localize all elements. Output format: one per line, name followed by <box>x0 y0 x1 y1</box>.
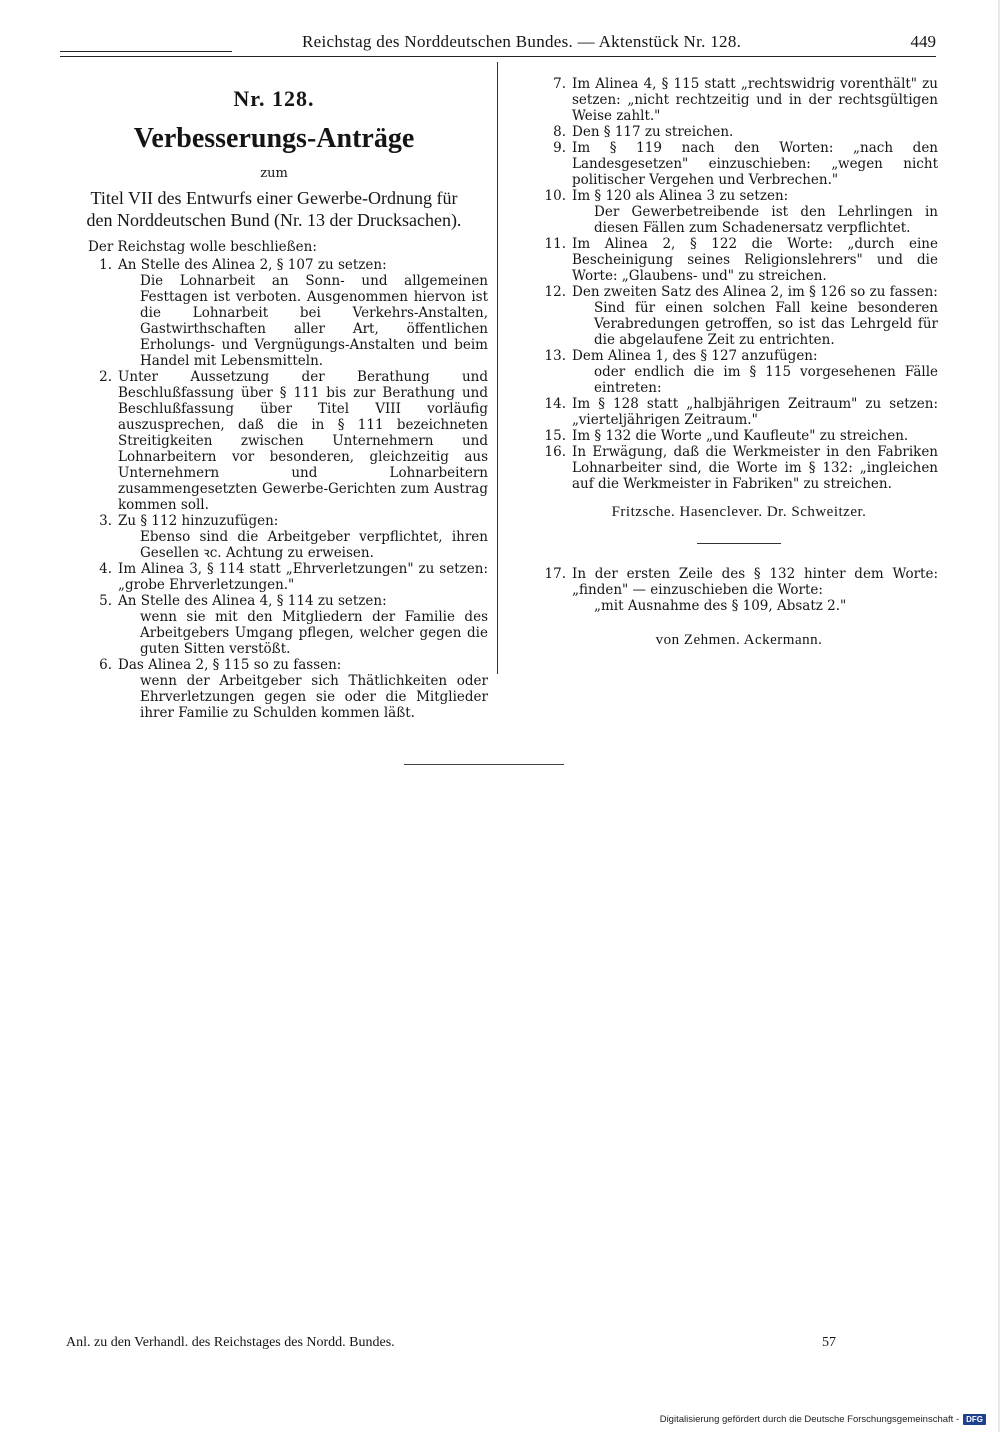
amendment-list-right-2 <box>540 566 938 614</box>
running-header <box>60 32 936 56</box>
amendment-list-right <box>540 76 938 492</box>
item-text: In Erwägung, daß die Werkmeister in den Fabriken Lohnarbeiter sind, die Worte im § 132: „ingleichen auf die Werkmeister in Fabriken" zu streichen. <box>572 444 938 492</box>
item-text: Im § 120 als Alinea 3 zu setzen: <box>572 188 789 204</box>
amendment-item <box>540 124 938 140</box>
item-number: 6. <box>99 657 112 673</box>
amendment-list-left <box>60 257 488 721</box>
subtitle-line-1: Titel VII des Entwurfs einer Gewerbe-Ordnung für <box>90 188 458 208</box>
dfg-logo-icon: DFG <box>963 1414 986 1425</box>
amendment-item <box>540 444 938 492</box>
item-quote: Ebenso sind die Arbeitgeber verpflichtet, ihren Gesellen ꝛc. Achtung zu erweisen. <box>140 529 488 561</box>
item-text: Dem Alinea 1, des § 127 anzufügen: <box>572 348 818 364</box>
document-subtitle <box>60 187 488 231</box>
item-quote: Sind für einen solchen Fall keine besonderen Verabredungen getroffen, so ist das Lehrgeld für die abgelaufene Zeit zu entrichten. <box>594 300 938 348</box>
item-number: 13. <box>544 348 566 364</box>
item-text: An Stelle des Alinea 4, § 114 zu setzen: <box>118 593 387 609</box>
footer-source-note: Anl. zu den Verhandl. des Reichstages des Nordd. Bundes. <box>66 1335 395 1350</box>
document-number: Nr. 128. <box>233 86 315 111</box>
subtitle-line-2: den Norddeutschen Bund (Nr. 13 der Drucksachen). <box>86 210 462 230</box>
item-number: 4. <box>99 561 112 577</box>
item-number: 5. <box>99 593 112 609</box>
item-number: 11. <box>544 236 566 252</box>
amendment-item <box>60 593 488 657</box>
item-quote: oder endlich die im § 115 vorgesehenen Fälle eintreten: <box>594 364 938 396</box>
amendment-item <box>540 236 938 284</box>
item-number: 1. <box>99 257 112 273</box>
section-divider <box>697 543 781 544</box>
right-column <box>540 76 938 649</box>
item-text: An Stelle des Alinea 2, § 107 zu setzen: <box>118 257 387 273</box>
running-header-title: Reichstag des Norddeutschen Bundes. — Aktenstück Nr. 128. <box>302 32 742 51</box>
amendment-item <box>540 140 938 188</box>
item-number: 12. <box>544 284 566 300</box>
item-quote: Der Gewerbetreibende ist den Lehrlingen in diesen Fällen zum Schadenersatz verpflichtet. <box>594 204 938 236</box>
item-text: Den § 117 zu streichen. <box>572 124 734 140</box>
item-text: In der ersten Zeile des § 132 hinter dem Worte: „finden" — einzuschieben die Worte: <box>572 566 938 598</box>
amendment-item <box>540 348 938 396</box>
item-text: Im § 128 statt „halbjährigen Zeitraum" zu setzen: „vierteljährigen Zeitraum." <box>572 396 938 428</box>
item-number: 10. <box>544 188 566 204</box>
amendment-item <box>540 428 938 444</box>
item-text: Unter Aussetzung der Berathung und Beschlußfassung über § 111 bis zur Berathung und Beschlußfassung über Titel VIII vorläufig auszusprechen, daß die in § 111 bezeichneten Streitigkeiten zwischen Unternehmern und Lohnarbeitern vor besonderen, gleichzeitig aus Unternehmern und Lohnarbeitern zusammengesetzten Gewerbe-Gerichten zum Austrag kommen soll. <box>118 369 488 513</box>
amendment-item <box>60 657 488 721</box>
item-quote: „mit Ausnahme des § 109, Absatz 2." <box>594 598 847 614</box>
amendment-item <box>540 566 938 614</box>
item-number: 2. <box>99 369 112 385</box>
heading-connector: zum <box>260 166 288 181</box>
item-number: 17. <box>544 566 566 582</box>
footer-sheet-number: 57 <box>822 1335 836 1350</box>
amendment-item <box>60 369 488 513</box>
item-number: 15. <box>544 428 566 444</box>
item-number: 16. <box>544 444 566 460</box>
resolution-intro: Der Reichstag wolle beschließen: <box>88 239 317 255</box>
item-text: Im Alinea 4, § 115 statt „rechtswidrig vorenthält" zu setzen: „nicht rechtzeitig und in der rechtsgültigen Weise zahlt." <box>572 76 938 124</box>
amendment-item <box>540 396 938 428</box>
header-underline <box>60 56 936 57</box>
item-text: Im Alinea 2, § 122 die Worte: „durch eine Bescheinigung seines Religionslehrers" und die Worte: „Glaubens- und" zu streichen. <box>572 236 938 284</box>
item-quote: wenn sie mit den Mitgliedern der Familie des Arbeitgebers Umgang pflegen, welcher gegen die guten Sitten verstößt. <box>140 609 488 657</box>
item-quote: Die Lohnarbeit an Sonn- und allgemeinen Festtagen ist verboten. Ausgenommen hiervon ist die Lohnarbeit bei Verkehrs-Anstalten, Gastwirthschaften aller Art, öffentlichen Erholungs- und Vergnügungs-Anstalten und beim Handel mit Lebensmitteln. <box>140 273 488 369</box>
item-text: Zu § 112 hinzuzufügen: <box>118 513 279 529</box>
item-text: Im Alinea 3, § 114 statt „Ehrverletzungen" zu setzen: „grobe Ehrverletzungen." <box>118 561 488 593</box>
page-number: 449 <box>910 32 936 51</box>
item-text: Das Alinea 2, § 115 so zu fassen: <box>118 657 342 673</box>
digitization-text: Digitalisierung gefördert durch die Deutsche Forschungsgemeinschaft - <box>659 1414 960 1425</box>
item-quote: wenn der Arbeitgeber sich Thätlichkeiten oder Ehrverletzungen gegen sie oder die Mitglieder ihrer Familie zu Schulden kommen läßt. <box>140 673 488 721</box>
item-text: Im § 119 nach den Worten: „nach den Landesgesetzen" einzuschieben: „wegen nicht politischer Vergehen und Verbrechen." <box>572 140 938 188</box>
amendment-item <box>540 76 938 124</box>
item-number: 3. <box>99 513 112 529</box>
item-text: Den zweiten Satz des Alinea 2, im § 126 so zu fassen: <box>572 284 938 300</box>
item-number: 9. <box>553 140 566 156</box>
item-number: 8. <box>553 124 566 140</box>
amendment-item <box>60 561 488 593</box>
left-column <box>60 86 488 721</box>
item-number: 14. <box>544 396 566 412</box>
document-heading: Verbesserungs-Anträge <box>133 123 415 154</box>
amendment-item <box>60 513 488 561</box>
header-rule-left <box>60 51 232 52</box>
amendment-item <box>540 188 938 236</box>
end-rule <box>404 764 564 765</box>
digitization-credit <box>660 1414 986 1425</box>
item-number: 7. <box>553 76 566 92</box>
amendment-item <box>540 284 938 348</box>
amendment-item <box>60 257 488 369</box>
signature-block-1: Fritzsche. Hasenclever. Dr. Schweitzer. <box>611 504 867 520</box>
item-text: Im § 132 die Worte „und Kaufleute" zu streichen. <box>572 428 909 444</box>
column-divider <box>497 62 498 674</box>
signature-block-2: von Zehmen. Ackermann. <box>655 632 823 648</box>
